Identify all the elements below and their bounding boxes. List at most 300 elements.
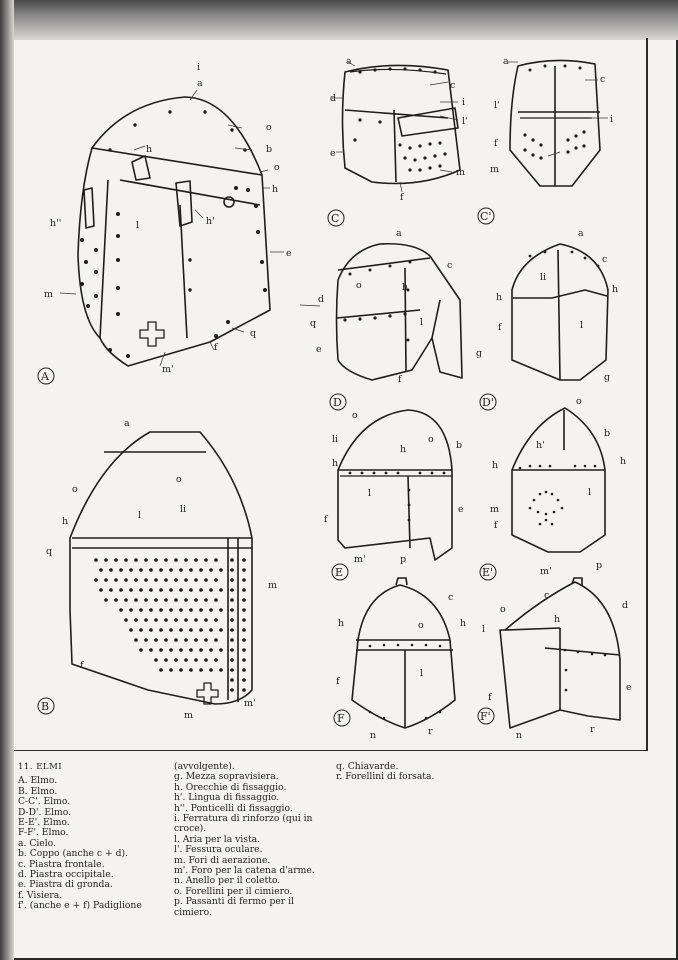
legend-line: d. Piastra occipitale. bbox=[18, 869, 114, 881]
legend-line: g. Mezza sopravisiera. bbox=[174, 771, 279, 783]
callout: f bbox=[80, 660, 84, 671]
callout: a bbox=[503, 56, 509, 67]
vent-hole bbox=[204, 658, 208, 662]
helmet-D-rivets bbox=[343, 261, 411, 342]
helmet-E-drawing bbox=[338, 410, 452, 560]
legend-line: h'. Lingua di fissaggio. bbox=[174, 792, 280, 804]
vent-hole bbox=[174, 598, 178, 602]
vent-hole bbox=[169, 628, 173, 632]
vent-hole bbox=[242, 588, 246, 592]
callout: p bbox=[596, 560, 603, 571]
callout: f bbox=[400, 192, 404, 203]
callout: e bbox=[626, 682, 632, 693]
vent-hole bbox=[149, 608, 153, 612]
vent-hole bbox=[134, 558, 138, 562]
callout: f bbox=[488, 692, 492, 703]
vent-hole bbox=[230, 608, 234, 612]
vent-hole bbox=[119, 568, 123, 572]
panel-caption-E: E bbox=[335, 566, 344, 579]
callout: h bbox=[496, 292, 503, 303]
vent-hole bbox=[139, 628, 143, 632]
callout: i bbox=[197, 62, 201, 73]
callout: c bbox=[450, 80, 456, 91]
legend-line: m'. Foro per la catena d'arme. bbox=[174, 865, 315, 877]
vent-hole bbox=[119, 608, 123, 612]
vent-hole bbox=[199, 668, 203, 672]
vent-hole bbox=[179, 608, 183, 612]
callout: li bbox=[540, 272, 547, 283]
vent-hole bbox=[204, 558, 208, 562]
legend-column-2 bbox=[174, 762, 315, 918]
callout: c bbox=[447, 260, 453, 271]
vent-hole bbox=[194, 598, 198, 602]
callout: m bbox=[268, 580, 278, 591]
vent-hole bbox=[134, 638, 138, 642]
vent-hole bbox=[242, 558, 246, 562]
vent-hole bbox=[129, 588, 133, 592]
callout: h' bbox=[206, 216, 215, 227]
callout: o bbox=[72, 484, 78, 495]
legend-line: E-E'. Elmo. bbox=[18, 817, 70, 829]
vent-hole bbox=[119, 588, 123, 592]
callout: o bbox=[356, 280, 362, 291]
callout: m bbox=[184, 710, 194, 721]
vent-hole bbox=[144, 578, 148, 582]
legend-line: e. Piastra di gronda. bbox=[18, 879, 113, 891]
callout: g bbox=[476, 348, 483, 359]
vent-hole bbox=[209, 628, 213, 632]
vent-hole bbox=[209, 648, 213, 652]
callout: e bbox=[458, 504, 464, 515]
vent-hole bbox=[194, 658, 198, 662]
callout: e bbox=[316, 344, 322, 355]
callout: r bbox=[590, 724, 595, 735]
vent-hole bbox=[164, 658, 168, 662]
vent-hole bbox=[179, 588, 183, 592]
vent-hole bbox=[124, 618, 128, 622]
legend-line: D-D'. Elmo. bbox=[18, 806, 72, 818]
vent-hole bbox=[169, 668, 173, 672]
vent-hole bbox=[149, 648, 153, 652]
callout: o bbox=[176, 474, 182, 485]
vent-hole bbox=[154, 638, 158, 642]
vent-hole bbox=[104, 598, 108, 602]
vent-hole bbox=[99, 568, 103, 572]
callout: f bbox=[336, 676, 340, 687]
vent-hole bbox=[169, 648, 173, 652]
vent-hole bbox=[219, 668, 223, 672]
callout: c bbox=[602, 254, 608, 265]
callout: l bbox=[482, 624, 486, 635]
helmet-D2-drawing bbox=[512, 244, 608, 380]
callout: b bbox=[604, 428, 611, 439]
callout: o bbox=[266, 122, 272, 133]
callout: m bbox=[490, 164, 500, 175]
vent-hole bbox=[194, 558, 198, 562]
vent-hole bbox=[139, 648, 143, 652]
callout: h bbox=[460, 618, 467, 629]
vent-hole bbox=[189, 588, 193, 592]
vent-hole bbox=[242, 648, 246, 652]
callout: i bbox=[610, 114, 614, 125]
callout: h' bbox=[536, 440, 545, 451]
vent-hole bbox=[242, 598, 246, 602]
callout: h bbox=[400, 444, 407, 455]
legend-line: l. Aria per la vista. bbox=[174, 833, 261, 845]
callout: l bbox=[420, 317, 424, 328]
helmet-B-drawing bbox=[70, 432, 252, 704]
vent-hole bbox=[124, 598, 128, 602]
vent-hole bbox=[230, 658, 234, 662]
vent-hole bbox=[242, 608, 246, 612]
legend-line: F-F'. Elmo. bbox=[18, 827, 69, 839]
vent-hole bbox=[144, 598, 148, 602]
callout: d bbox=[622, 600, 629, 611]
vent-hole bbox=[199, 648, 203, 652]
callout: m' bbox=[354, 554, 366, 565]
legend-line: o. Forellini per il cimiero. bbox=[174, 885, 293, 897]
callout: e bbox=[330, 148, 336, 159]
legend-column-3 bbox=[336, 762, 434, 783]
vent-hole bbox=[242, 568, 246, 572]
vent-hole bbox=[179, 628, 183, 632]
legend-line: a. Cielo. bbox=[18, 837, 56, 849]
vent-hole bbox=[154, 558, 158, 562]
vent-hole bbox=[242, 618, 246, 622]
callout: h bbox=[612, 284, 619, 295]
vent-hole bbox=[99, 588, 103, 592]
helmet-C-rivets bbox=[353, 67, 446, 171]
vent-hole bbox=[154, 618, 158, 622]
callout: m' bbox=[162, 364, 174, 375]
vent-hole bbox=[230, 638, 234, 642]
legend-line: b. Coppo (anche c + d). bbox=[18, 848, 128, 860]
helmet-A-drawing bbox=[78, 97, 273, 366]
callout: li bbox=[180, 504, 187, 515]
vent-hole bbox=[209, 588, 213, 592]
vent-hole bbox=[214, 638, 218, 642]
callout: h bbox=[62, 516, 69, 527]
vent-hole bbox=[174, 618, 178, 622]
callout: c bbox=[448, 592, 454, 603]
callout: i bbox=[462, 97, 466, 108]
vent-hole bbox=[242, 658, 246, 662]
legend-line: p. Passanti di fermo per il bbox=[174, 896, 294, 908]
legend-line: 11. ELMI bbox=[18, 762, 63, 772]
vent-hole bbox=[219, 628, 223, 632]
legend-line: i. Ferratura di rinforzo (qui in bbox=[174, 813, 313, 825]
vent-hole bbox=[139, 588, 143, 592]
vent-hole bbox=[230, 568, 234, 572]
vent-hole bbox=[214, 618, 218, 622]
vent-hole bbox=[129, 628, 133, 632]
vent-hole bbox=[179, 668, 183, 672]
vent-hole bbox=[179, 568, 183, 572]
vent-hole bbox=[134, 618, 138, 622]
vent-hole bbox=[144, 618, 148, 622]
helmet-F-drawing bbox=[352, 578, 455, 728]
legend-line: C-C'. Elmo. bbox=[18, 796, 71, 808]
callout: q bbox=[46, 546, 53, 557]
panel-caption-F: F bbox=[337, 712, 345, 725]
vent-hole bbox=[199, 608, 203, 612]
vent-hole bbox=[242, 678, 246, 682]
callout: a bbox=[578, 228, 584, 239]
vent-hole bbox=[124, 558, 128, 562]
vent-hole bbox=[194, 638, 198, 642]
panel-caption-B: B bbox=[41, 700, 50, 713]
vent-hole bbox=[219, 608, 223, 612]
callout: f bbox=[494, 520, 498, 531]
callout: l' bbox=[462, 116, 468, 127]
legend-line: h''. Ponticelli di fissaggio. bbox=[174, 802, 293, 814]
callout: l bbox=[138, 510, 142, 521]
callout: h bbox=[620, 456, 627, 467]
vent-hole bbox=[164, 598, 168, 602]
vent-hole bbox=[184, 638, 188, 642]
vent-hole bbox=[149, 628, 153, 632]
legend-line: (avvolgente). bbox=[174, 761, 235, 772]
vent-hole bbox=[230, 588, 234, 592]
callout: o bbox=[428, 434, 434, 445]
vent-hole bbox=[139, 608, 143, 612]
vent-hole bbox=[154, 578, 158, 582]
vent-hole bbox=[149, 588, 153, 592]
vent-hole bbox=[189, 608, 193, 612]
callout: o bbox=[576, 396, 582, 407]
vent-hole bbox=[174, 638, 178, 642]
vent-hole bbox=[174, 578, 178, 582]
vent-hole bbox=[139, 568, 143, 572]
vent-hole bbox=[194, 618, 198, 622]
callout: li bbox=[332, 434, 339, 445]
legend-line: A. Elmo. bbox=[18, 775, 58, 787]
legend-line: h. Orecchie di fissaggio. bbox=[174, 781, 287, 793]
callout: n bbox=[516, 730, 523, 741]
callout: f bbox=[398, 374, 402, 385]
callout: h'' bbox=[50, 218, 62, 229]
callout: m bbox=[490, 504, 500, 515]
vent-hole bbox=[114, 598, 118, 602]
vent-hole bbox=[230, 668, 234, 672]
vent-hole bbox=[179, 648, 183, 652]
vent-hole bbox=[199, 588, 203, 592]
vent-hole bbox=[189, 628, 193, 632]
callout: c bbox=[544, 590, 550, 601]
vent-hole bbox=[219, 568, 223, 572]
helmet-D-drawing bbox=[337, 244, 463, 380]
vent-hole bbox=[169, 608, 173, 612]
callout: h bbox=[338, 618, 345, 629]
helmet-F2-rivets bbox=[564, 649, 607, 692]
legend-line: l'. Fessura oculare. bbox=[174, 844, 263, 856]
vent-hole bbox=[230, 558, 234, 562]
panel-caption-C2: C' bbox=[480, 210, 492, 223]
helmet-C2-drawing bbox=[510, 60, 600, 186]
callout: f bbox=[498, 322, 502, 333]
panel-caption-D: D bbox=[333, 396, 342, 409]
vent-hole bbox=[199, 568, 203, 572]
callout: h bbox=[554, 614, 561, 625]
vent-hole bbox=[184, 578, 188, 582]
vent-hole bbox=[164, 558, 168, 562]
vent-hole bbox=[204, 618, 208, 622]
vent-hole bbox=[164, 578, 168, 582]
callout: e bbox=[286, 248, 292, 259]
vent-hole bbox=[159, 648, 163, 652]
vent-hole bbox=[134, 578, 138, 582]
vent-hole bbox=[109, 568, 113, 572]
vent-hole bbox=[204, 578, 208, 582]
callout: m' bbox=[244, 698, 256, 709]
vent-hole bbox=[184, 618, 188, 622]
callout: l bbox=[588, 487, 592, 498]
vent-hole bbox=[114, 558, 118, 562]
vent-hole bbox=[219, 588, 223, 592]
callout: a bbox=[396, 228, 402, 239]
callout: a bbox=[197, 78, 203, 89]
callout: l' bbox=[494, 100, 500, 111]
legend-column-1 bbox=[18, 762, 142, 912]
vent-hole bbox=[184, 658, 188, 662]
vent-hole bbox=[242, 628, 246, 632]
vent-hole bbox=[184, 558, 188, 562]
vent-hole bbox=[144, 638, 148, 642]
callout: m bbox=[44, 289, 54, 300]
callout: l bbox=[420, 668, 424, 679]
callout: f bbox=[324, 514, 328, 525]
vent-hole bbox=[134, 598, 138, 602]
helmet-E2-rivets bbox=[519, 465, 597, 526]
vent-hole bbox=[164, 638, 168, 642]
callout: d bbox=[318, 294, 325, 305]
vent-hole bbox=[144, 558, 148, 562]
callout: l bbox=[136, 220, 140, 231]
helmet-A-rivets bbox=[80, 110, 267, 358]
vent-hole bbox=[94, 578, 98, 582]
vent-hole bbox=[242, 578, 246, 582]
panel-caption-E2: E' bbox=[482, 566, 494, 579]
panel-caption-F2: F' bbox=[480, 710, 491, 723]
vent-hole bbox=[204, 598, 208, 602]
callout: l bbox=[580, 320, 584, 331]
callout: d bbox=[330, 93, 337, 104]
vent-hole bbox=[242, 688, 246, 692]
vent-hole bbox=[154, 598, 158, 602]
callout: o bbox=[352, 410, 358, 421]
vent-hole bbox=[214, 558, 218, 562]
vent-hole bbox=[230, 618, 234, 622]
callout: h bbox=[332, 458, 339, 469]
vent-hole bbox=[159, 588, 163, 592]
callout: f bbox=[494, 138, 498, 149]
helmet-F2-drawing bbox=[500, 578, 620, 728]
vent-hole bbox=[230, 688, 234, 692]
vent-hole bbox=[159, 668, 163, 672]
callout: q bbox=[250, 328, 257, 339]
legend-line: B. Elmo. bbox=[18, 785, 58, 797]
vent-hole bbox=[154, 658, 158, 662]
vent-hole bbox=[209, 668, 213, 672]
legend-line: m. Fori di aerazione. bbox=[174, 854, 271, 866]
vent-hole bbox=[94, 558, 98, 562]
vent-hole bbox=[230, 598, 234, 602]
panel-caption-A: A bbox=[41, 370, 49, 383]
vent-hole bbox=[209, 608, 213, 612]
panel-captions bbox=[38, 208, 499, 726]
vent-hole bbox=[189, 648, 193, 652]
panel-caption-D2: D' bbox=[482, 396, 494, 409]
vent-hole bbox=[242, 668, 246, 672]
callout: h bbox=[146, 144, 153, 155]
vent-hole bbox=[149, 568, 153, 572]
legend-line: c. Piastra frontale. bbox=[18, 858, 105, 870]
helmet-E2-drawing bbox=[512, 408, 605, 552]
vent-hole bbox=[189, 568, 193, 572]
legend-line: n. Anello per il coletto. bbox=[174, 875, 281, 887]
callout: b bbox=[266, 144, 273, 155]
vent-hole bbox=[159, 568, 163, 572]
callout: r bbox=[428, 726, 433, 737]
vent-hole bbox=[109, 588, 113, 592]
vent-hole bbox=[214, 598, 218, 602]
callout: a bbox=[124, 418, 130, 429]
vent-hole bbox=[214, 658, 218, 662]
vent-hole bbox=[209, 568, 213, 572]
callout: p bbox=[400, 554, 407, 565]
legend-line: cimiero. bbox=[174, 906, 212, 918]
legend-line: q. Chiavarde. bbox=[336, 761, 399, 772]
callout: q bbox=[310, 318, 317, 329]
callout: b bbox=[456, 440, 463, 451]
callout: h bbox=[272, 184, 279, 195]
vent-hole bbox=[230, 578, 234, 582]
vent-hole bbox=[174, 558, 178, 562]
vent-hole bbox=[169, 568, 173, 572]
vent-hole bbox=[230, 648, 234, 652]
callout: m' bbox=[540, 566, 552, 577]
callout: o bbox=[500, 604, 506, 615]
vent-hole bbox=[230, 678, 234, 682]
callout: m bbox=[456, 167, 466, 178]
legend-line: f. Visiera. bbox=[18, 889, 63, 901]
vent-hole bbox=[114, 578, 118, 582]
vent-hole bbox=[214, 578, 218, 582]
panel-caption-C: C bbox=[331, 212, 340, 225]
callout: g bbox=[604, 372, 611, 383]
vent-hole bbox=[124, 578, 128, 582]
legend-line: f'. (anche e + f) Padiglione bbox=[18, 900, 142, 912]
legend-line: croce). bbox=[174, 823, 207, 835]
vent-hole bbox=[219, 648, 223, 652]
legend-line: r. Forellini di forsata. bbox=[336, 771, 435, 783]
callout: f bbox=[214, 342, 218, 353]
vent-hole bbox=[104, 558, 108, 562]
callout: h bbox=[402, 282, 409, 293]
vent-hole bbox=[242, 638, 246, 642]
vent-hole bbox=[194, 578, 198, 582]
vent-hole bbox=[169, 588, 173, 592]
callout: o bbox=[274, 162, 280, 173]
vent-hole bbox=[199, 628, 203, 632]
vent-hole bbox=[189, 668, 193, 672]
callout: o bbox=[418, 620, 424, 631]
callout: a bbox=[346, 56, 352, 67]
vent-hole bbox=[129, 608, 133, 612]
vent-hole bbox=[230, 628, 234, 632]
vent-hole bbox=[174, 658, 178, 662]
helmet-B-vent-holes bbox=[94, 558, 246, 692]
